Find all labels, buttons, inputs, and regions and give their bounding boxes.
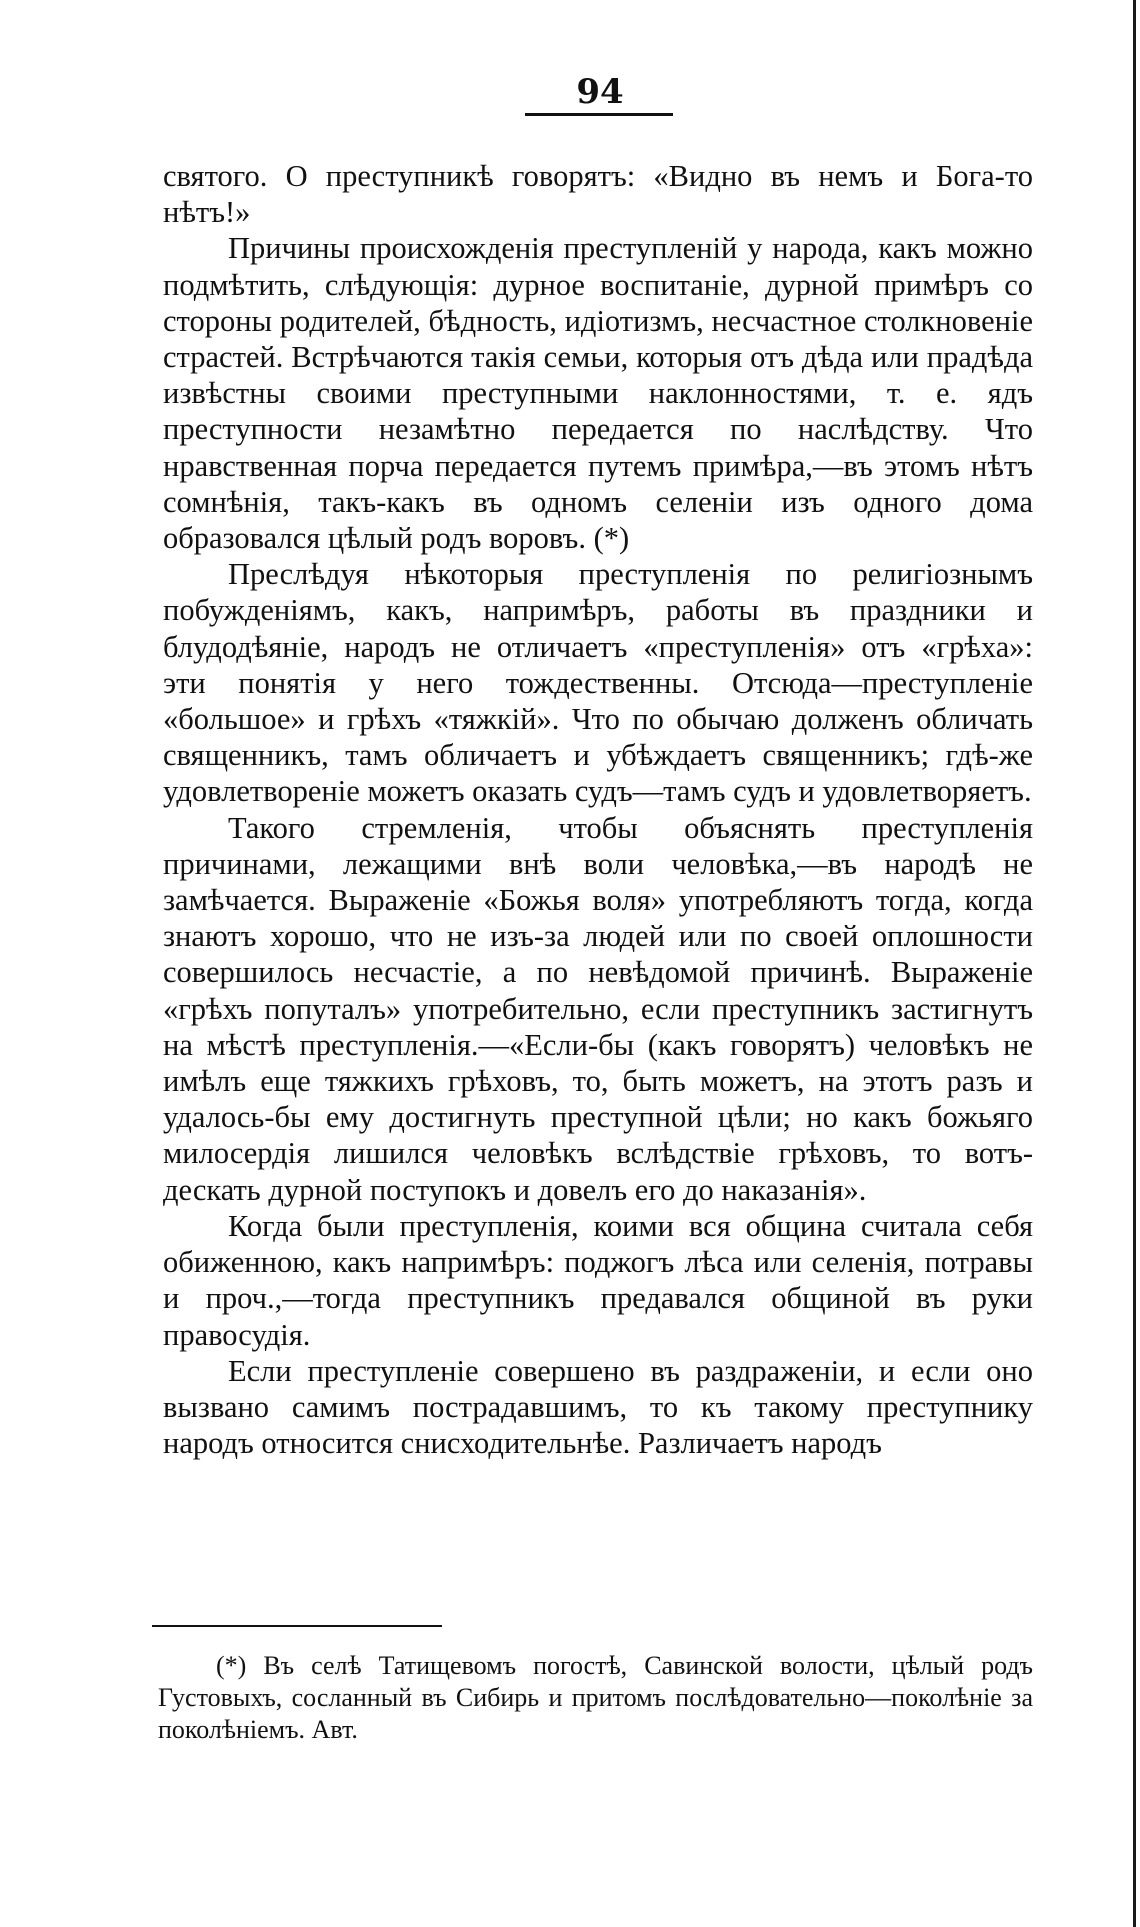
paragraph-causes: Причины происхожденія преступленій у народа, какъ можно подмѣтить, слѣдующія: дурное воспитаніе, дурной примѣръ со стороны родителей, бѣдность, идіотизмъ, несчастное столкновеніе страстей. Встрѣчаются такія семьи, которыя отъ дѣда или прадѣда извѣстны своими преступными наклонностями, т. е. ядъ преступности незамѣтно передается по наслѣдству. Что нравственная порча передается путемъ примѣра,—въ этомъ нѣтъ сомнѣнія, такъ-какъ въ одномъ селеніи изъ одного дома образовался цѣлый родъ воровъ. (*) [163, 231, 1033, 556]
page-number-underline [525, 113, 673, 116]
paragraph-community: Когда были преступленія, коими вся община считала себя обиженною, какъ напримѣръ: поджогъ лѣса или селенія, потравы и проч.,—тогда преступникъ предавался общиной въ руки правосудія. [163, 1208, 1033, 1352]
page-edge-line [1133, 0, 1136, 1927]
page-number: 94 [576, 72, 624, 112]
paragraph-provocation: Если преступленіе совершено въ раздраженіи, и если оно вызвано самимъ пострадавшимъ, то къ такому преступнику народъ относится снисходительнѣе. Различаетъ народъ [163, 1353, 1033, 1461]
footnote: (*) Въ селѣ Татищевомъ погостѣ, Савинской волости, цѣлый родъ Густовыхъ, сосланный въ Сибирь и притомъ послѣдовательно—поколѣніе за поколѣніемъ. Авт. [158, 1651, 1033, 1744]
paragraph-gods-will: Такого стремленія, чтобы объяснять преступленія причинами, лежащими внѣ воли человѣка,—въ народѣ не замѣчается. Выраженіе «Божья воля» употребляютъ тогда, когда знаютъ хорошо, что не изъ-за людей или по своей оплошности совершилось несчастіе, а по невѣдомой причинѣ. Выраженіе «грѣхъ попуталъ» употребительно, если преступникъ застигнутъ на мѣстѣ преступленія.—«Если-бы (какъ говорятъ) человѣкъ не имѣлъ еще тяжкихъ грѣховъ, то, быть можетъ, на этотъ разъ и удалось-бы ему достигнуть преступной цѣли; но какъ божьяго милосердія лишился человѣкъ вслѣдствіе грѣховъ, то вотъ-дескать дурной поступокъ и довелъ его до наказанія». [163, 810, 1033, 1207]
body-text [163, 158, 1033, 1461]
footnote-separator [152, 1625, 442, 1627]
paragraph-continuation: святого. О преступникѣ говорятъ: «Видно въ немъ и Бога-то нѣтъ!» [163, 159, 1033, 230]
paragraph-religious: Преслѣдуя нѣкоторыя преступленія по религіознымъ побужденіямъ, какъ, напримѣръ, работы въ праздники и блудодѣяніе, народъ не отличаетъ «преступленія» отъ «грѣха»: эти понятія у него тождественны. Отсюда—преступленіе «большое» и грѣхъ «тяжкій». Что по обычаю долженъ обличать священникъ, тамъ обличаетъ и убѣждаетъ священникъ; гдѣ-же удовлетвореніе можетъ оказать судъ—тамъ судъ и удовлетворяетъ. [163, 557, 1033, 809]
